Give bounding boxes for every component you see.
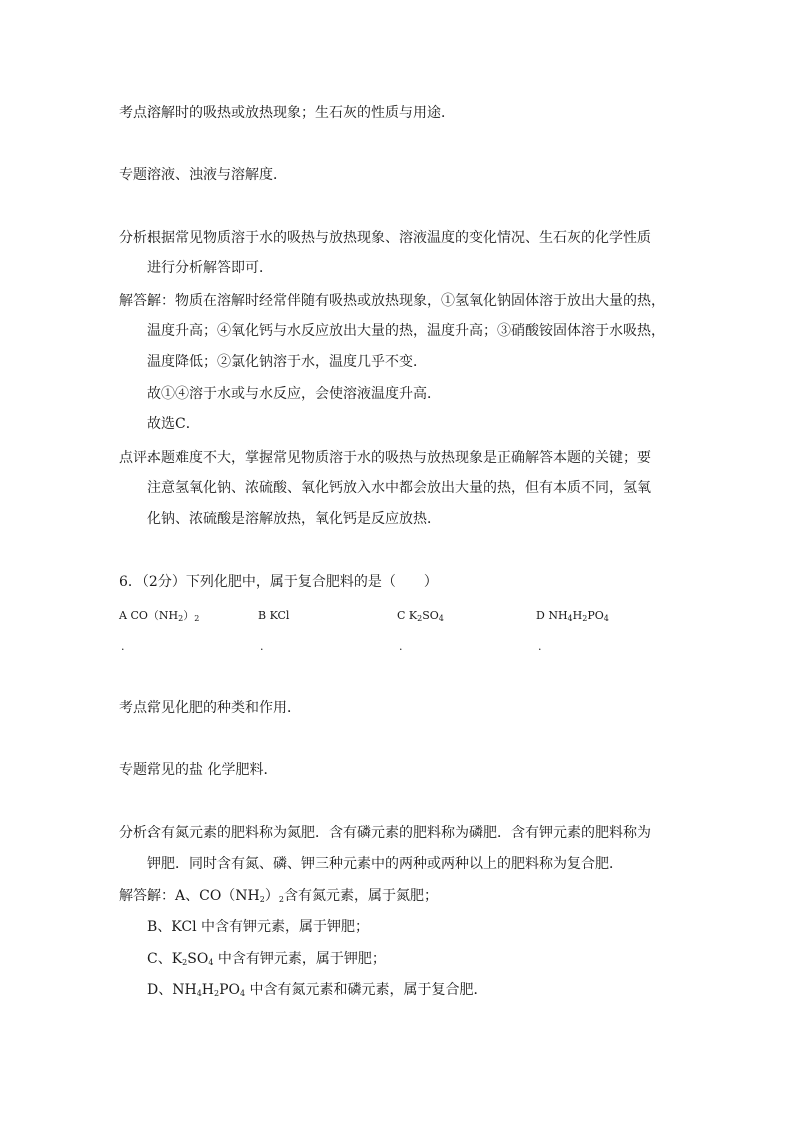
subscript: 2: [182, 958, 188, 967]
text-part: D、NH: [147, 982, 197, 998]
option-c: [397, 608, 444, 624]
subscript: 2: [259, 895, 265, 904]
formula-part: K: [408, 609, 418, 622]
dianping-line: 注意氢氧化钠、浓硫酸、氧化钙放入水中都会放出大量的热，但有本质不同，氢氧: [147, 480, 651, 496]
dianping-line: 化钠、浓硫酸是溶解放热，氧化钙是反应放热．: [147, 511, 441, 527]
option-d-dot: .: [538, 640, 542, 653]
option-b-dot: .: [260, 640, 264, 653]
question-stem: 6．（2分）下列化肥中，属于复合肥料的是（ ）: [119, 574, 438, 590]
zhuanti-label: 专题:: [119, 762, 152, 778]
dianping-line: 本题难度不大，掌握常见物质溶于水的吸热与放热现象是正确解答本题的关键；要: [147, 450, 651, 466]
jieda-label: 解答:: [119, 293, 152, 309]
option-b: [258, 608, 289, 624]
kaodian-text: 溶解时的吸热或放热现象；生石灰的性质与用途．: [147, 105, 455, 121]
kaodian-label: 考点:: [119, 105, 152, 121]
text-part: SO: [187, 951, 209, 967]
option-c-dot: .: [399, 640, 403, 653]
formula-part: NH: [548, 609, 568, 622]
jieda-line: 故①④溶于水或与水反应，会使溶液温度升高．: [147, 386, 441, 402]
fenxi-label: 分析:: [119, 825, 152, 841]
subscript: 4: [196, 989, 202, 998]
text-part: C、K: [147, 951, 183, 967]
option-a-dot: .: [121, 640, 125, 653]
zhuanti-label: 专题:: [119, 167, 152, 183]
jieda-line: 温度升高；④氧化钙与水反应放出大量的热，温度升高；③硝酸铵固体溶于水吸热，: [147, 323, 665, 339]
option-a: [119, 608, 199, 624]
subscript: 2: [417, 614, 423, 623]
text-part: 中含有氮元素和磷元素，属于复合肥．: [245, 982, 488, 998]
option-letter: A: [119, 609, 127, 622]
jieda-line: 温度降低；②氯化钠溶于水，温度几乎不变．: [147, 354, 427, 370]
fenxi-line: 根据常见物质溶于水的吸热与放热现象、溶液温度的变化情况、生石灰的化学性质: [147, 230, 651, 246]
formula-part: SO: [422, 609, 439, 622]
text-part: 含有氮元素，属于氮肥；: [283, 888, 438, 904]
subscript: 2: [278, 895, 284, 904]
subscript: 4: [240, 989, 246, 998]
option-formula: [548, 609, 609, 622]
text-part: ）: [264, 888, 279, 904]
jieda-line: 解：物质在溶解时经常伴随有吸热或放热现象，①氢氧化钠固体溶于放出大量的热，: [147, 293, 665, 309]
zhuanti-text: 溶液、浊液与溶解度．: [147, 167, 287, 183]
option-formula: [409, 609, 444, 622]
subscript: 2: [178, 614, 184, 623]
option-d: [536, 608, 609, 624]
jieda-line: B、KCl 中含有钾元素，属于钾肥；: [147, 919, 370, 935]
kaodian-label: 考点:: [119, 700, 152, 716]
subscript: 4: [567, 614, 573, 623]
option-letter: C: [397, 609, 406, 622]
zhuanti-text: 常见的盐 化学肥料．: [147, 762, 278, 778]
formula-part: ）: [183, 609, 195, 622]
option-formula: KCl: [269, 609, 290, 622]
jieda-line: [147, 887, 438, 905]
fenxi-label: 分析:: [119, 230, 152, 246]
formula-part: CO（NH: [130, 609, 179, 622]
jieda-line: [147, 950, 386, 968]
subscript: 4: [438, 614, 444, 623]
option-letter: D: [536, 609, 545, 622]
dianping-label: 点评:: [119, 450, 152, 466]
text-part: 中含有钾元素，属于钾肥；: [213, 951, 386, 967]
formula-part: H: [572, 609, 583, 622]
fenxi-line: 含有氮元素的肥料称为氮肥．含有磷元素的肥料称为磷肥．含有钾元素的肥料称为: [147, 825, 651, 841]
jieda-line: [147, 981, 488, 999]
option-formula: [130, 609, 199, 622]
fenxi-line: 进行分析解答即可．: [147, 260, 273, 276]
text-part: H: [201, 982, 214, 998]
option-letter: B: [258, 609, 267, 622]
jieda-line: 故选C．: [147, 416, 200, 432]
text-part: 解：A、CO（NH: [147, 888, 260, 904]
text-part: PO: [219, 982, 240, 998]
fenxi-line: 钾肥．同时含有氮、磷、钾三种元素中的两种或两种以上的肥料称为复合肥．: [147, 856, 623, 872]
subscript: 2: [214, 989, 220, 998]
formula-part: PO: [587, 609, 604, 622]
subscript: 4: [208, 958, 214, 967]
subscript: 4: [603, 614, 609, 623]
jieda-label: 解答:: [119, 888, 152, 904]
subscript: 2: [582, 614, 588, 623]
kaodian-text: 常见化肥的种类和作用．: [147, 700, 301, 716]
subscript: 2: [194, 614, 200, 623]
